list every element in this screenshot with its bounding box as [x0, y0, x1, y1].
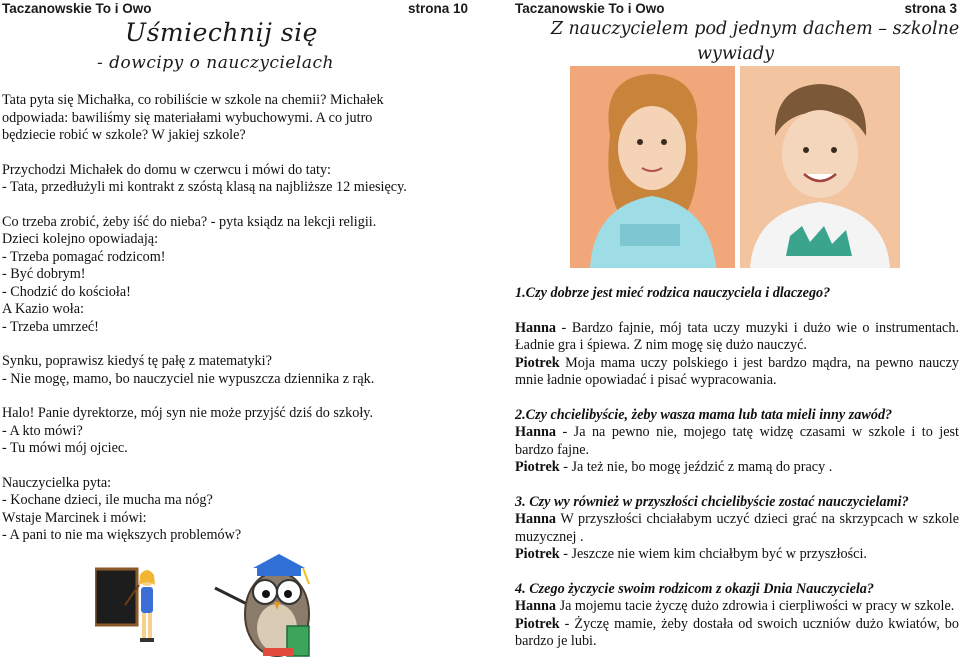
chalkboard-teacher-illustration: [95, 565, 160, 650]
right-page: [512, 0, 959, 667]
speaker-name: Piotrek: [515, 546, 560, 562]
joke-line: Przychodzi Michałek do domu w czerwcu i mówi do taty:: [2, 161, 331, 178]
speaker-name: Piotrek: [515, 615, 560, 632]
section-title-line2: wywiady: [697, 44, 774, 64]
joke-line: Nauczycielka pyta:: [2, 474, 112, 491]
paragraph-gap: [515, 477, 959, 494]
answer-text: Moja mama uczy polskiego i jest bardzo mądra, na pewno nauczy mnie ładnie opowiadać i pisać wypracowania.: [515, 354, 959, 388]
answer-text: - Ja na pewno nie, mojego tatę widzę czasami w szkole i to jest bardzo fajne.: [515, 424, 959, 458]
paragraph-gap: [515, 390, 959, 407]
section-subtitle: - dowcipy o nauczycielach: [97, 53, 334, 73]
joke-line: A Kazio woła:: [2, 301, 84, 317]
joke-line: będziecie robić w szkole? W jakiej szkole?: [2, 127, 246, 143]
interview-question: 3. Czy wy również w przyszłości chcielibyście zostać nauczycielami?: [515, 493, 909, 510]
speaker-name: Hanna: [515, 319, 557, 336]
answer-text: W przyszłości chciałabym uczyć dzieci grać na skrzypcach w szkole muzycznej .: [515, 511, 959, 545]
joke-line: - A kto mówi?: [2, 422, 83, 439]
answer-text: - Jeszcze nie wiem kim chciałbym być w przyszłości.: [559, 546, 867, 562]
interview-answer: [515, 598, 959, 616]
joke-line: - Być dobrym!: [2, 266, 86, 282]
page-header: [0, 0, 470, 18]
speaker-name: Piotrek: [515, 354, 560, 371]
page-number: strona 10: [407, 1, 468, 16]
answer-text: - Bardzo fajnie, mój tata uczy muzyki i dużo wie o instrumentach. Ładnie gra i śpiewa. Z nim mogę się dużo nauczyć.: [515, 319, 959, 353]
joke-line: - Trzeba umrzeć!: [2, 318, 99, 335]
owl-teacher-illustration: [205, 548, 335, 666]
interview-answer: [515, 616, 959, 651]
joke-line: - A pani to nie ma większych problemów?: [2, 527, 242, 543]
joke-line: Co trzeba zrobić, żeby iść do nieba? - pyta ksiądz na lekcji religii.: [2, 213, 377, 230]
joke-line: - Tata, przedłużyli mi kontrakt z szóstą klasą na najbliższe 12 miesięcy.: [2, 179, 407, 195]
speaker-name: Hanna: [515, 511, 557, 527]
joke-line: Tata pyta się Michałka, co robiliście w szkole na chemii? Michałek: [2, 92, 384, 108]
left-page: [0, 0, 470, 667]
section-title: Uśmiechnij się: [125, 18, 318, 47]
joke-line: - Chodzić do kościoła!: [2, 283, 131, 300]
answer-text: - Życzę mamie, żeby dostała od swoich uczniów dużo kwiatów, bo bardzo je lubi.: [515, 615, 959, 649]
paragraph-gap: [2, 336, 467, 353]
joke-line: odpowiada: bawiliśmy się materiałami wybuchowymi. A co jutro: [2, 109, 373, 126]
paragraph-gap: [2, 388, 467, 405]
interview-question: 2.Czy chcielibyście, żeby wasza mama lub tata mieli inny zawód?: [515, 406, 893, 423]
answer-text: Ja mojemu tacie życzę dużo zdrowia i cierpliwości w pracy w szkole.: [556, 598, 955, 614]
joke-line: Wstaje Marcinek i mówi:: [2, 509, 147, 526]
interview-answer: [515, 459, 959, 477]
joke-line: Dzieci kolejno opowiadają:: [2, 231, 159, 247]
interview-answer: [515, 355, 959, 390]
paragraph-gap: [2, 197, 467, 214]
photo-boy: [740, 66, 900, 268]
magazine-title: Taczanowskie To i Owo: [2, 1, 152, 16]
jokes-list: [2, 92, 467, 545]
section-title: Z nauczycielem pod jednym dachem – szkolne: [550, 19, 959, 39]
joke-line: - Trzeba pomagać rodzicom!: [2, 248, 166, 265]
joke-line: - Kochane dzieci, ile mucha ma nóg?: [2, 492, 213, 508]
interview-qa: [515, 285, 959, 651]
joke-line: Synku, poprawisz kiedyś tę pałę z matematyki?: [2, 353, 272, 369]
joke-line: Halo! Panie dyrektorze, mój syn nie może przyjść dziś do szkoły.: [2, 405, 374, 421]
photo-girl: [570, 66, 735, 268]
answer-text: - Ja też nie, bo mogę jeździć z mamą do pracy .: [559, 459, 833, 475]
speaker-name: Hanna: [515, 598, 557, 614]
interview-answer: [515, 320, 959, 355]
joke-line: - Nie mogę, mamo, bo nauczyciel nie wypuszcza dziennika z rąk.: [2, 370, 375, 387]
page-header: [512, 0, 959, 18]
speaker-name: Hanna: [515, 424, 557, 440]
interview-answer: [515, 546, 959, 564]
interview-question: 1.Czy dobrze jest mieć rodzica nauczyciela i dlaczego?: [515, 285, 831, 301]
interview-answer: [515, 511, 959, 546]
page-number: strona 3: [904, 1, 957, 16]
paragraph-gap: [515, 303, 959, 320]
speaker-name: Piotrek: [515, 459, 560, 475]
paragraph-gap: [515, 564, 959, 581]
interview-photos: [570, 66, 900, 268]
interview-question: 4. Czego życzycie swoim rodzicom z okazji Dnia Nauczyciela?: [515, 580, 874, 597]
paragraph-gap: [2, 145, 467, 162]
interview-answer: [515, 424, 959, 459]
joke-line: - Tu mówi mój ojciec.: [2, 440, 128, 456]
paragraph-gap: [2, 458, 467, 475]
magazine-title: Taczanowskie To i Owo: [515, 1, 665, 16]
